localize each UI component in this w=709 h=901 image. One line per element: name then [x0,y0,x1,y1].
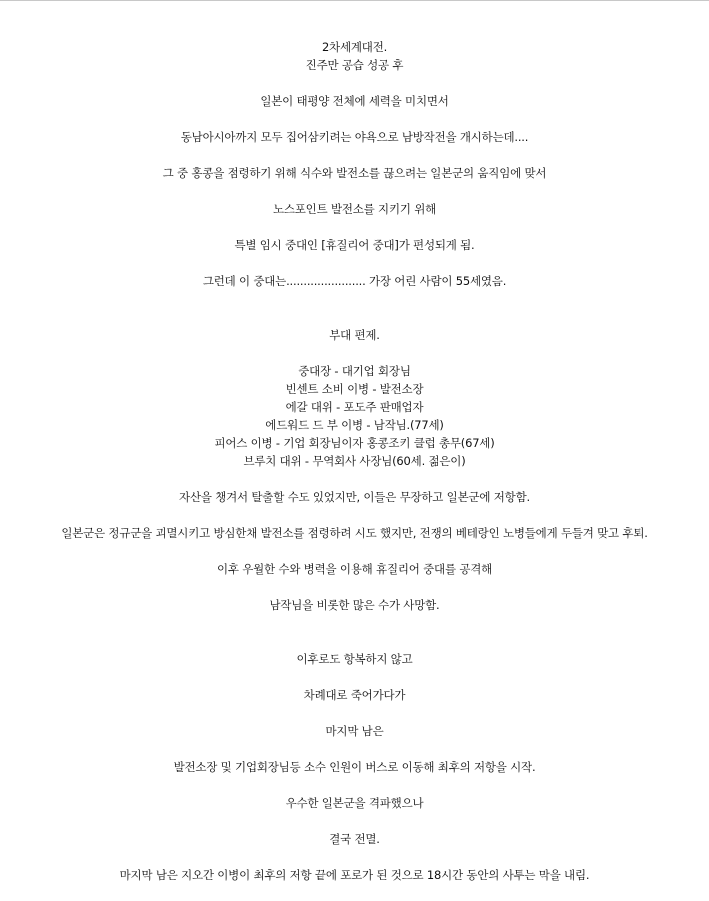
roster-line: 브루치 대위 - 무역회사 사장님(60세. 젊은이) [243,454,466,468]
text-line: 남작님을 비롯한 많은 수가 사망함. [269,598,440,612]
text-line: 이후 우월한 수와 병력을 이용해 휴질리어 중대를 공격해 [216,562,493,576]
text-line: 특별 임시 중대인 [휴질리어 중대]가 편성되게 됨. [234,238,475,252]
text-line: 2차세계대전. [321,40,388,54]
top-divider [0,0,709,1]
text-line: 일본이 태평양 전체에 세력을 미치면서 [260,94,449,108]
roster-line: 중대장 - 대기업 회장님 [298,364,411,378]
text-line: 우수한 일본군을 격파했으나 [285,796,424,810]
text-line: 일본군은 정규군을 괴멸시키고 방심한채 발전소를 점령하려 시도 했지만, 전쟁의 베테랑인 노병들에게 두들겨 맞고 후퇴. [61,526,648,540]
text-line: 이후로도 항복하지 않고 [296,652,413,666]
text-line: 발전소장 및 기업회장님등 소수 인원이 버스로 이동해 최후의 저항을 시작. [173,760,536,774]
text-line: 마지막 남은 [325,724,384,738]
text-line: 마지막 남은 지오간 이병이 최후의 저항 끝에 포로가 된 것으로 18시간 동안의 사투는 막을 내림. [119,868,590,882]
text-line: 노스포인트 발전소를 지키기 위해 [272,202,437,216]
text-line: 자산을 챙겨서 탈출할 수도 있었지만, 이들은 무장하고 일본군에 저항함. [179,490,530,504]
text-line: 그 중 홍콩을 점령하기 위해 식수와 발전소를 끊으려는 일본군의 움직임에 맞서 [162,166,547,180]
text-line: 차례대로 죽어가다가 [303,688,406,702]
text-line: 그런데 이 중대는....................... 가장 어린 사람이 55세였음. [202,274,507,288]
roster-line: 빈센트 소비 이병 - 발전소장 [285,382,424,396]
roster-line: 피어스 이병 - 기업 회장님이자 홍콩조키 클럽 총무(67세) [214,436,495,450]
roster-line: 에갈 대위 - 포도주 판매업자 [285,400,424,414]
text-line: 결국 전멸. [329,832,380,846]
section-heading: 부대 편제. [329,328,380,342]
post-body [0,38,709,884]
text-line: 진주만 공습 성공 후 [305,58,404,72]
text-line: 동남아시아까지 모두 집어삼키려는 야욕으로 남방작전을 개시하는데.... [180,130,529,144]
roster-line: 에드워드 드 부 이병 - 남작님.(77세) [265,418,444,432]
